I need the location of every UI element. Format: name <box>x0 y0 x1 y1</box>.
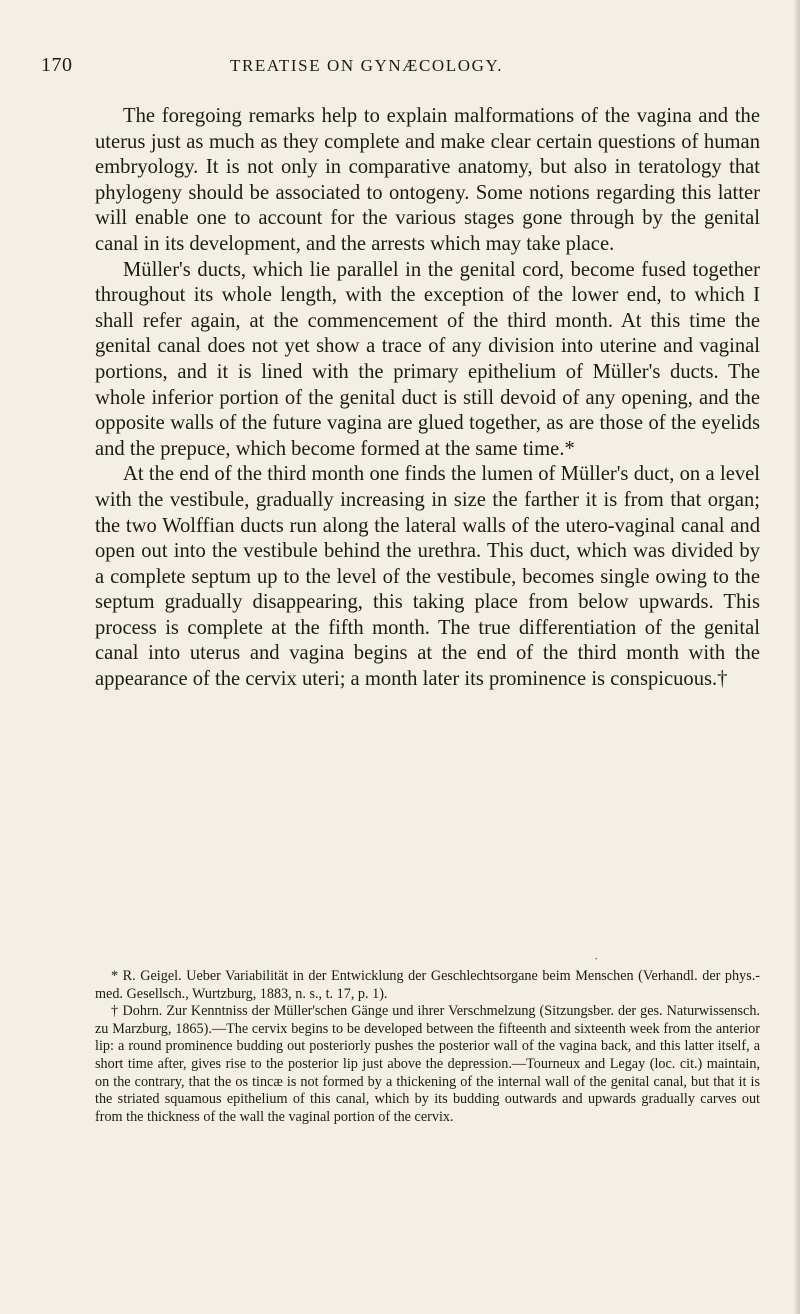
running-title: TREATISE ON GYNÆCOLOGY. <box>230 56 504 75</box>
paragraph: The foregoing remarks help to explain malformations of the vagina and the uterus just as much as they complete and make clear certain questions of human embryology. It is not only in comparative anatomy, but also in teratology that phylogeny should be associated to ontogeny. Some notions regarding this latter will enable one to account for the various stages gone through by the genital canal in its development, and the arrests which may take place. <box>95 105 760 255</box>
paragraph: Müller's ducts, which lie parallel in the genital cord, become fused together throughout its whole length, with the exception of the lower end, to which I shall refer again, at the commencement of the third month. At this time the genital canal does not yet show a trace of any division into uterine and vaginal portions, and it is lined with the primary epithelium of Müller's ducts. The whole inferior portion of the genital duct is still devoid of any opening, and the opposite walls of the future vagina are glued together, as are those of the eyelids and the prepuce, which become formed at the same time.* <box>95 258 760 460</box>
footnote: * R. Geigel. Ueber Variabilität in der Entwicklung der Geschlechtsorgane beim Menschen (Verhandl. der phys.-med. Gesellsch., Wurtzburg, 1883, n. s., t. 17, p. 1). <box>95 968 760 1002</box>
footnote: † Dohrn. Zur Kenntniss der Müller'schen Gänge und ihrer Verschmelzung (Sitzungsber. der ges. Naturwissensch. zu Marzburg, 1865).—The cervix begins to be developed between the fifteenth and sixteenth week from the anterior lip: a round prominence budding out posteriorly pushes the posterior wall of the vagina back, and this latter itself, a short time after, gives rise to the posterior lip just above the depression.—Tourneux and Legay (loc. cit.) maintain, on the contrary, that the os tincæ is not formed by a thickening of the internal wall of the genital canal, but that it is the striated squamous epithelium of this canal, which by its budding outwards and upwards gradually carves out from the thickness of the wall the vaginal portion of the cervix. <box>95 1003 760 1125</box>
footnotes <box>95 968 760 1126</box>
print-speck: · <box>594 951 599 966</box>
page-number: 170 <box>41 54 73 76</box>
body-text <box>95 104 760 693</box>
page-edge <box>794 0 800 1314</box>
paragraph: At the end of the third month one finds the lumen of Müller's duct, on a level with the vestibule, gradually increasing in size the farther it is from that organ; the two Wolffian ducts run along the lateral walls of the utero-vaginal canal and open out into the vestibule behind the urethra. This duct, which was divided by a complete septum up to the level of the vestibule, becomes single owing to the septum gradually disappearing, this taking place from below upwards. This process is complete at the fifth month. The true differentiation of the genital canal into uterus and vagina begins at the end of the third month with the appearance of the cervix uteri; a month later its prominence is conspicuous.† <box>95 463 760 691</box>
page-header <box>0 54 800 84</box>
